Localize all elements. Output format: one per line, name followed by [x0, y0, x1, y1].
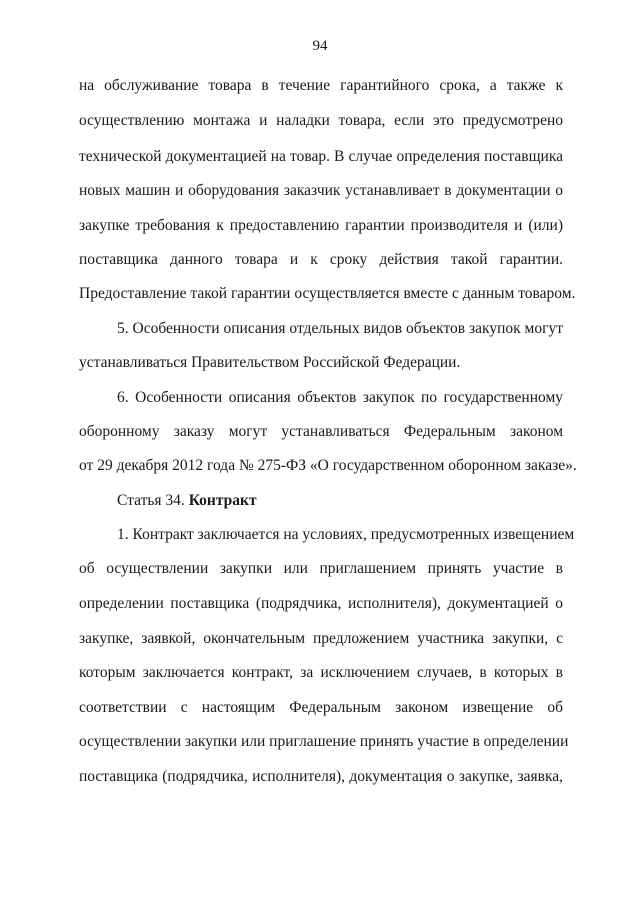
text-line: осуществлении закупки или приглашение принять участие в определении — [79, 733, 569, 750]
text-line: об осуществлении закупки или приглашением принять участие в — [79, 560, 563, 577]
text-line: осуществлению монтажа и наладки товара, если это предусмотрено — [79, 112, 563, 129]
page-number: 94 — [312, 38, 328, 54]
text-line: технической документацией на товар. В случае определения поставщика — [79, 148, 563, 165]
text-line: определении поставщика (подрядчика, исполнителя), документацией о — [79, 595, 563, 612]
article-heading — [117, 491, 563, 511]
text-line: закупке, заявкой, окончательным предложением участника закупки, с — [79, 630, 563, 647]
text-line: соответствии с настоящим Федеральным законом извещение об — [79, 699, 563, 716]
text-line: устанавливаться Правительством Российской Федерации. — [79, 354, 461, 371]
text-line: от 29 декабря 2012 года № 275-ФЗ «О государственном оборонном заказе». — [79, 457, 577, 474]
text-line: поставщика данного товара и к сроку действия такой гарантии. — [79, 251, 563, 268]
article-title: Контракт — [188, 492, 257, 509]
text-line: 6. Особенности описания объектов закупок по государственному — [117, 389, 563, 406]
text-line: оборонному заказу могут устанавливаться Федеральным законом — [79, 423, 563, 440]
text-line: которым заключается контракт, за исключением случаев, в которых в — [79, 664, 563, 681]
text-line: закупке требования к предоставлению гарантии производителя и (или) — [79, 217, 563, 234]
text-line: новых машин и оборудования заказчик устанавливает в документации о — [79, 182, 563, 199]
text-line: поставщика (подрядчика, исполнителя), документация о закупке, заявка, — [79, 768, 563, 785]
text-line: Предоставление такой гарантии осуществляется вместе с данным товаром. — [79, 285, 576, 302]
text-line: 5. Особенности описания отдельных видов объектов закупок могут — [117, 320, 563, 337]
article-number: Статья 34. — [117, 492, 189, 509]
text-line: на обслуживание товара в течение гарантийного срока, а также к — [79, 77, 563, 94]
text-line: 1. Контракт заключается на условиях, предусмотренных извещением — [117, 526, 575, 543]
